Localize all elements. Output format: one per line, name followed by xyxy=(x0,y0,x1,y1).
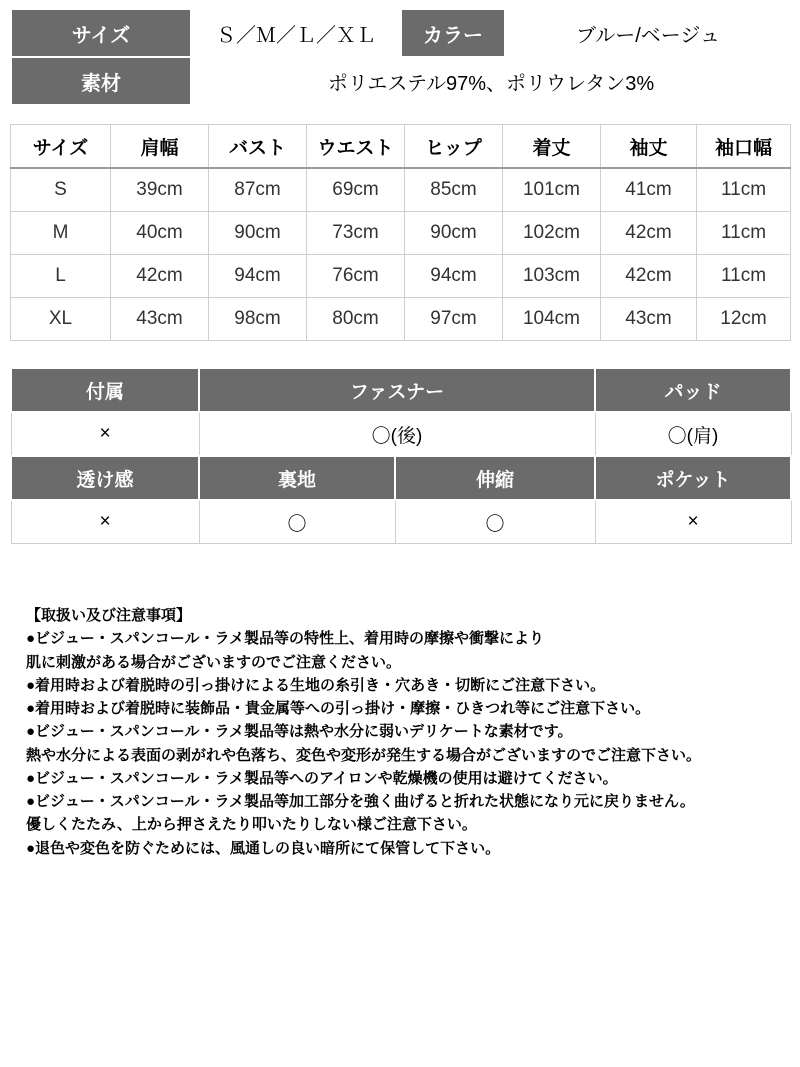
attach-value-pocket: × xyxy=(595,500,791,544)
size-cell: 90cm xyxy=(209,212,307,255)
size-cell: 43cm xyxy=(601,298,697,341)
size-cell: 42cm xyxy=(111,255,209,298)
notes-line: ●ビジュー・スパンコール・ラメ製品等は熱や水分に弱いデリケートな素材です。 xyxy=(26,723,573,741)
attachments-table xyxy=(10,367,792,544)
spec-label-material: 素材 xyxy=(11,57,191,105)
size-cell: 41cm xyxy=(601,168,697,212)
size-cell: 101cm xyxy=(503,168,601,212)
size-col-header: ウエスト xyxy=(307,125,405,169)
attach-value-sheerness: × xyxy=(11,500,199,544)
attach-header-zipper: ファスナー xyxy=(199,368,595,412)
size-cell: 97cm xyxy=(405,298,503,341)
size-chart-table xyxy=(10,124,791,341)
notes-line: ●ビジュー・スパンコール・ラメ製品等へのアイロンや乾燥機の使用は避けてください。 xyxy=(26,769,618,787)
table-header-row xyxy=(11,456,791,500)
size-cell: 104cm xyxy=(503,298,601,341)
spec-value-size: Ｓ／Ｍ／Ｌ／ＸＬ xyxy=(191,9,401,57)
care-notes xyxy=(10,604,790,860)
size-cell: 103cm xyxy=(503,255,601,298)
size-cell: 69cm xyxy=(307,168,405,212)
attach-header-pocket: ポケット xyxy=(595,456,791,500)
size-cell: XL xyxy=(11,298,111,341)
size-cell: 85cm xyxy=(405,168,503,212)
size-cell: 12cm xyxy=(697,298,791,341)
size-cell: 40cm xyxy=(111,212,209,255)
spec-label-size: サイズ xyxy=(11,9,191,57)
size-col-header: サイズ xyxy=(11,125,111,169)
attach-value-zipper: 〇(後) xyxy=(199,412,595,456)
table-header-row xyxy=(11,368,791,412)
table-row xyxy=(11,412,791,456)
table-row xyxy=(11,168,791,212)
spec-label-color: カラー xyxy=(401,9,505,57)
attach-value-stretch: 〇 xyxy=(395,500,595,544)
size-col-header: バスト xyxy=(209,125,307,169)
table-row xyxy=(11,9,791,57)
attach-header-pad: パッド xyxy=(595,368,791,412)
size-cell: 80cm xyxy=(307,298,405,341)
spec-value-color: ブルー/ベージュ xyxy=(505,9,791,57)
size-cell: 98cm xyxy=(209,298,307,341)
size-cell: 43cm xyxy=(111,298,209,341)
size-cell: 94cm xyxy=(209,255,307,298)
attach-header-accessory: 付属 xyxy=(11,368,199,412)
size-cell: 11cm xyxy=(697,168,791,212)
size-cell: 94cm xyxy=(405,255,503,298)
table-row xyxy=(11,57,791,105)
size-cell: L xyxy=(11,255,111,298)
attach-value-accessory: × xyxy=(11,412,199,456)
notes-line: ●退色や変色を防ぐためには、風通しの良い暗所にて保管して下さい。 xyxy=(26,839,501,857)
size-cell: 39cm xyxy=(111,168,209,212)
attach-value-pad: 〇(肩) xyxy=(595,412,791,456)
size-cell: 90cm xyxy=(405,212,503,255)
attach-header-lining: 裏地 xyxy=(199,456,395,500)
size-cell: M xyxy=(11,212,111,255)
size-cell: 42cm xyxy=(601,255,697,298)
table-row xyxy=(11,500,791,544)
table-header-row xyxy=(11,125,791,169)
table-row xyxy=(11,298,791,341)
size-cell: 76cm xyxy=(307,255,405,298)
notes-line: 優しくたたみ、上から押さえたり叩いたりしない様ご注意下さい。 xyxy=(26,816,477,834)
size-cell: S xyxy=(11,168,111,212)
size-cell: 87cm xyxy=(209,168,307,212)
table-row xyxy=(11,212,791,255)
table-row xyxy=(11,255,791,298)
spec-table xyxy=(10,8,792,106)
size-col-header: 肩幅 xyxy=(111,125,209,169)
size-col-header: 袖口幅 xyxy=(697,125,791,169)
size-cell: 42cm xyxy=(601,212,697,255)
attach-header-sheerness: 透け感 xyxy=(11,456,199,500)
attach-value-lining: 〇 xyxy=(199,500,395,544)
size-cell: 102cm xyxy=(503,212,601,255)
notes-line: ●ビジュー・スパンコール・ラメ製品等の特性上、着用時の摩擦や衝撃により xyxy=(26,630,545,648)
size-col-header: 着丈 xyxy=(503,125,601,169)
attach-header-stretch: 伸縮 xyxy=(395,456,595,500)
notes-title: 【取扱い及び注意事項】 xyxy=(26,607,192,624)
notes-line: ●着用時および着脱時の引っ掛けによる生地の糸引き・穴あき・切断にご注意下さい。 xyxy=(26,676,606,694)
notes-line: 熱や水分による表面の剥がれや色落ち、変色や変形が発生する場合がございますのでご注意下さい。 xyxy=(26,746,702,764)
size-cell: 73cm xyxy=(307,212,405,255)
size-col-header: 袖丈 xyxy=(601,125,697,169)
notes-line: ●着用時および着脱時に装飾品・貴金属等への引っ掛け・摩擦・ひきつれ等にご注意下さい。 xyxy=(26,700,651,717)
spec-value-material: ポリエステル97%、ポリウレタン3% xyxy=(191,57,791,105)
size-cell: 11cm xyxy=(697,212,791,255)
size-col-header: ヒップ xyxy=(405,125,503,169)
size-cell: 11cm xyxy=(697,255,791,298)
notes-line: ●ビジュー・スパンコール・ラメ製品等加工部分を強く曲げると折れた状態になり元に戻りません。 xyxy=(26,793,695,810)
notes-line: 肌に刺激がある場合がございますのでご注意ください。 xyxy=(26,653,402,671)
